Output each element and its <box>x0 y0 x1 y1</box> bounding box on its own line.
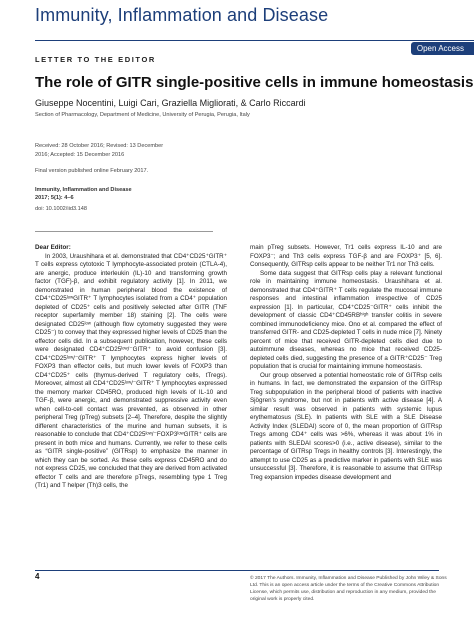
body-paragraph: main pTreg subsets. However, Tr1 cells express IL-10 and are FOXP3⁻; and Th3 cells express TGF-β and are FOXP3⁺ [5, 6]. Consequently, GITRsp cells appear to be neither Tr1 nor Th3 cells. <box>250 244 442 268</box>
received-dates: Received: 28 October 2016; Revised: 13 December 2016; Accepted: 15 December 2016 <box>35 143 164 158</box>
body-paragraph: Some data suggest that GITRsp cells play a relevant functional role in maintaining immune homeostasis. Uraushihara et al. demonstrated that CD4⁺GITR⁺ T cells regulate the mucosal immune responses and intestinal inflammation irrespective of CD25 expression [1]. In particular, CD4⁺CD25⁻GITR⁺ cells inhibit the development of classic CD4⁺CD45RBʰⁱᵍʰ transfer colitis in severe combined immunodeficiency mice. Ono et al. compared the effect of transferred GITR- and CD25-depleted T cells in nude mice [7]. Ninety percent of mice that received GITR-depleted cells died due to autoimmune diseases, whereas no mice that received CD25-depleted cells died, suggesting the presence of a GITR⁺CD25⁻ Treg population that is crucial for maintaining immune homeostasis. <box>250 269 442 370</box>
article-title: The role of GITR single-positive cells in immune homeostasis <box>35 74 474 91</box>
left-column <box>35 244 227 491</box>
body-paragraph: Our group observed a potential homeostatic role of GITRsp cells in humans. In fact, we demonstrated the expansion of the GITRsp Treg subpopulation in the peripheral blood of patients with inactive Sjögren’s syndrome, but not in patients with active disease [4]. A similar result was observed in patients with systemic lupus erythematosus (SLE). In patients with SLE with a SLE Disease Activity Index (SLEDAI) score of 0, the mean proportion of GITRsp Tregs among CD4⁺ cells was >6%, whereas it was about 1% in patients with SLEDAI scores>0 (i.e., active disease), similar to the percentage of GITRsp Tregs in healthy controls [3]. Interestingly, the attempt to use CD25 as a predictive marker in patients with SLE was unsuccessful [3]. Therefore, it is reasonable to assume that GITRsp Treg expansion impedes disease development and <box>250 371 442 481</box>
front-matter-divider <box>35 231 213 232</box>
citation-volume: 2017; 5(1): 4–6 <box>35 195 74 202</box>
salutation: Dear Editor: <box>35 244 71 251</box>
header-rule <box>35 40 474 41</box>
footer-rule <box>35 570 439 571</box>
section-label: LETTER TO THE EDITOR <box>35 55 156 64</box>
page-number: 4 <box>35 572 40 581</box>
journal-citation <box>35 186 132 203</box>
article-authors: Giuseppe Nocentini, Luigi Cari, Graziella Migliorati, & Carlo Riccardi <box>35 98 306 108</box>
author-affiliation: Section of Pharmacology, Department of Medicine, University of Perugia, Perugia, Italy <box>35 112 250 118</box>
copyright-notice: © 2017 The Authors. Immunity, Inflammation and Disease Published by John Wiley & Sons Ltd. This is an open access article under the terms of the Creative Commons Attribution License, which permits use, distribution and reproduction in any medium, provided the original work is properly cited. <box>250 576 447 602</box>
body-paragraph: In 2003, Uraushihara et al. demonstrated that CD4⁺CD25⁺GITR⁺ T cells express cytotoxic T lymphocyte-associated protein (CTLA-4), are anergic, produce interleukin (IL)-10 and transforming growth factor (TGF)-β, and exhibit regulatory activity [1]. In 2011, we demonstrated in human peripheral blood the existence of CD4⁺CD25ˡᵒʷGITR⁺ T lymphocytes isolated from a CD4⁺ population depleted of CD25⁺ cells and positively selected after GITR (TNF receptor superfamily member 18) staining [2]. The cells were designated CD25ˡᵒʷ (although flow cytometry suggested they were CD25⁻) to convey that they expressed higher levels of CD25 than the effector cells did. In a subsequent publication, however, these cells were designated CD4⁺CD25ˡᵒʷ/⁻GITR⁺ to avoid confusion [3]. CD4⁺CD25ˡᵒʷ/⁻GITR⁺ T lymphocytes express higher levels of FOXP3 than effector cells, but much lower levels of FOXP3 than CD4⁺CD25⁺ cells (thymus-derived T regulatory cells, tTregs). Moreover, almost all CD4⁺CD25ˡᵒʷ/⁻GITR⁺ T lymphocytes expressed the memory marker CD45RO, produced high levels of IL-10 and TGF-β, were anergic, and demonstrated suppressive activity even when cell-to-cell contact was prevented, as observed in other peripheral Treg (pTreg) subsets [2–4]. Therefore, despite the slightly different characteristics of the murine and human subsets, it is reasonable to conclude that CD4⁺CD25ˡᵒʷ/⁻FOXP3ˡᵒʷGITR⁺ cells are present in both mice and humans. Currently, we refer to these cells as “GITR single-positive” (GITRsp) to emphasize the manner in which they can be sorted. As these cells express CD45RO and do not express CD25, we concluded that they are derived from activated effector T cells and are therefore pTregs, resembling type 1 Treg (Tr1) and T helper (Th)3 cells, the <box>35 252 227 489</box>
citation-journal: Immunity, Inflammation and Disease <box>35 187 132 193</box>
journal-name: Immunity, Inflammation and Disease <box>35 5 329 25</box>
final-version-note: Final version published online February 2017. <box>35 168 149 174</box>
doi-link[interactable]: doi: 10.1002/iid3.148 <box>35 206 87 212</box>
right-column <box>250 244 442 482</box>
open-access-badge: Open Access <box>411 42 474 55</box>
